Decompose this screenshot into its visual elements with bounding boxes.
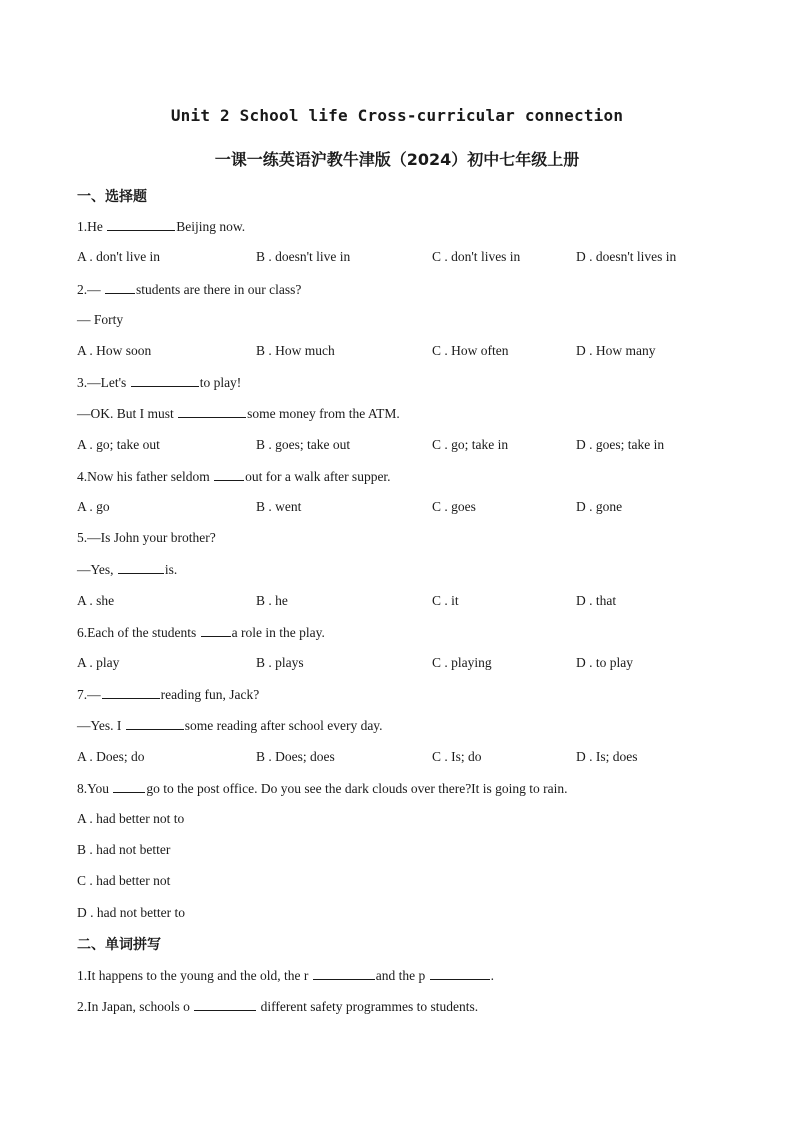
option-b: B . he (256, 593, 288, 608)
option-a: A . had better not to (77, 811, 185, 826)
spelling-question-1: 1.It happens to the young and the old, the r and the p . (77, 968, 494, 983)
question-1: 1.He Beijing now. (77, 219, 246, 234)
option-c: C . Is; do (432, 749, 482, 764)
option-c: C . go; take in (432, 437, 509, 452)
question-5: 5.—Is John your brother? (77, 530, 216, 545)
option-d: D . that (576, 593, 617, 608)
option-b: B . Does; does (256, 749, 335, 764)
question-7: 7.— reading fun, Jack? (77, 687, 260, 702)
question-4: 4.Now his father seldom out for a walk after supper. (77, 469, 391, 484)
option-d: D . to play (576, 655, 633, 670)
option-d: D . doesn't lives in (576, 249, 677, 264)
answer-blank (131, 374, 199, 387)
option-b: B . had not better (77, 842, 171, 857)
question-3-reply: —OK. But I must some money from the ATM. (77, 406, 400, 421)
answer-blank (107, 218, 175, 231)
question-3: 3.—Let's to play! (77, 375, 242, 390)
option-b: B . plays (256, 655, 304, 670)
option-b: B . doesn't live in (256, 249, 351, 264)
answer-blank (105, 281, 135, 294)
option-c: C . goes (432, 499, 476, 514)
answer-blank (201, 624, 231, 637)
option-d: D . How many (576, 343, 656, 358)
question-5-reply: —Yes, is. (77, 562, 178, 577)
question-6: 6.Each of the students a role in the play. (77, 625, 325, 640)
answer-blank (194, 998, 256, 1011)
question-2-reply: — Forty (77, 312, 124, 327)
answer-blank (178, 405, 246, 418)
option-c: C . playing (432, 655, 492, 670)
option-d: D . had not better to (77, 905, 185, 920)
option-b: B . goes; take out (256, 437, 351, 452)
option-a: A . go; take out (77, 437, 160, 452)
answer-blank (113, 780, 145, 793)
answer-blank (430, 967, 490, 980)
option-d: D . goes; take in (576, 437, 665, 452)
answer-blank (118, 561, 164, 574)
section-heading-spelling: 二、单词拼写 (77, 937, 161, 953)
option-c: C . How often (432, 343, 509, 358)
answer-blank (214, 468, 244, 481)
question-8: 8.You go to the post office. Do you see the dark clouds over there?It is going to rain. (77, 781, 568, 796)
option-c: C . it (432, 593, 459, 608)
option-c: C . don't lives in (432, 249, 521, 264)
option-a: A . How soon (77, 343, 152, 358)
option-c: C . had better not (77, 873, 171, 888)
option-a: A . Does; do (77, 749, 145, 764)
option-d: D . Is; does (576, 749, 638, 764)
answer-blank (102, 686, 160, 699)
document-title: Unit 2 School life Cross-curricular connection (170, 106, 624, 125)
spelling-question-2: 2.In Japan, schools o different safety programmes to students. (77, 999, 479, 1014)
question-2: 2.— students are there in our class? (77, 282, 302, 297)
document-subtitle: 一课一练英语沪教牛津版（2024）初中七年级上册 (214, 150, 580, 169)
option-a: A . don't live in (77, 249, 161, 264)
question-7-reply: —Yes. I some reading after school every day. (77, 718, 383, 733)
section-heading-choice: 一、选择题 (77, 189, 147, 205)
answer-blank (313, 967, 375, 980)
option-b: B . went (256, 499, 302, 514)
option-b: B . How much (256, 343, 335, 358)
option-d: D . gone (576, 499, 623, 514)
option-a: A . she (77, 593, 115, 608)
option-a: A . go (77, 499, 110, 514)
answer-blank (126, 717, 184, 730)
option-a: A . play (77, 655, 120, 670)
